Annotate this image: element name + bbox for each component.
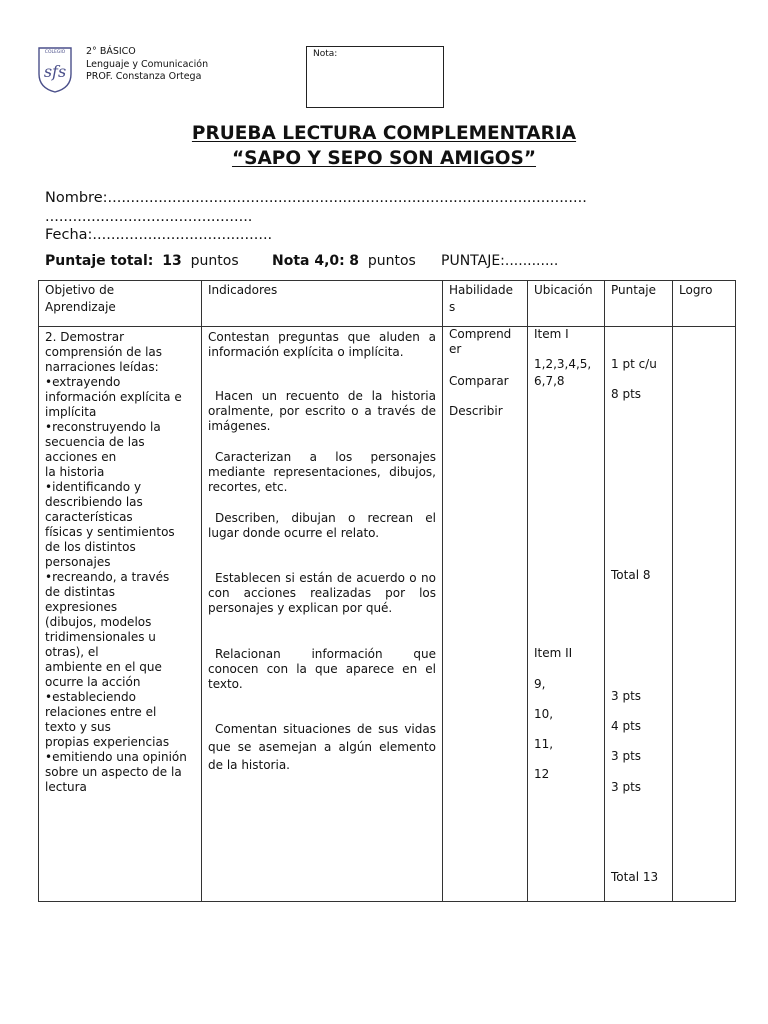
skill-describir: Describir bbox=[449, 404, 503, 418]
indicator-5: Establecen si están de acuerdo o no con acciones realizadas por los personajes y explican por qué. bbox=[208, 571, 436, 615]
points-q9: 3 pts bbox=[611, 689, 642, 703]
points-q12: 3 pts bbox=[611, 780, 642, 794]
book-title: “SAPO Y SEPO SON AMIGOS” bbox=[231, 148, 537, 169]
name-field-continuation[interactable]: ............................................. bbox=[45, 209, 253, 225]
total-score: Puntaje total: 13 puntos bbox=[45, 253, 239, 269]
skill-comprender: Comprend bbox=[449, 327, 512, 341]
school-crest-icon bbox=[36, 44, 74, 94]
indicator-1: Contestan preguntas que aluden a información explícita o implícita. bbox=[208, 330, 436, 359]
skill-comprender-cont: er bbox=[449, 342, 462, 356]
header-logro: Logro bbox=[673, 281, 736, 327]
logro-cell[interactable] bbox=[673, 327, 736, 902]
date-field[interactable]: Fecha:....................................... bbox=[45, 227, 273, 243]
assessment-table bbox=[38, 280, 736, 902]
table-header-row bbox=[39, 281, 736, 327]
item-2-label: Item II bbox=[534, 646, 573, 660]
passing-score: Nota 4,0: 8 puntos bbox=[272, 253, 416, 269]
header-puntaje: Puntaje bbox=[605, 281, 673, 327]
habilidades-cell bbox=[443, 327, 528, 902]
table-row bbox=[39, 327, 736, 902]
indicator-3: Caracterizan a los personajes mediante representaciones, dibujos, recortes, etc. bbox=[208, 450, 436, 494]
points-per-item: 1 pt c/u bbox=[611, 357, 657, 371]
header-info bbox=[86, 46, 208, 84]
header-ubicacion: Ubicación bbox=[528, 281, 605, 327]
item-1-range-cont: 6,7,8 bbox=[534, 374, 565, 388]
question-9: 9, bbox=[534, 677, 546, 691]
teacher-label: PROF. Constanza Ortega bbox=[86, 71, 202, 82]
indicator-6: Relacionan información que conocen con la que aparece en el texto. bbox=[208, 647, 436, 691]
svg-text:sfs: sfs bbox=[43, 62, 67, 81]
question-10: 10, bbox=[534, 707, 554, 721]
objetivo-cell: 2. Demostrar comprensión de las narraciones leídas: •extrayendo información explícita e implícita •reconstruyendo la secuencia de las acciones en la historia •identificando y describiendo las características físicas y sentimientos de los distintos personajes •recreando, a través de distintas expresiones (dibujos, modelos tridimensionales u otras), el ambiente en el que ocurre la acción •estableciendo relaciones entre el texto y sus propias experiencias •emitiendo una opinión sobre un aspecto de la lectura bbox=[39, 327, 202, 902]
grade-box[interactable] bbox=[306, 46, 444, 108]
subject-label: Lenguaje y Comunicación bbox=[86, 58, 209, 70]
name-field[interactable]: Nombre:........................................................................................................ bbox=[45, 190, 587, 206]
grade-box-label: Nota: bbox=[313, 49, 338, 59]
item-1-label: Item I bbox=[534, 327, 569, 341]
points-q10: 4 pts bbox=[611, 719, 642, 733]
school-logo bbox=[36, 44, 74, 94]
item-1-range: 1,2,3,4,5, bbox=[534, 357, 592, 371]
skill-comparar: Comparar bbox=[449, 374, 509, 388]
header-objetivo: Objetivo de Aprendizaje bbox=[39, 281, 202, 327]
points-item-1: 8 pts bbox=[611, 387, 642, 401]
question-12: 12 bbox=[534, 767, 550, 781]
points-q11: 3 pts bbox=[611, 749, 642, 763]
indicator-4: Describen, dibujan o recrean el lugar donde ocurre el relato. bbox=[208, 511, 436, 540]
total-13: Total 13 bbox=[611, 870, 659, 884]
puntaje-cell bbox=[605, 327, 673, 902]
total-8: Total 8 bbox=[611, 568, 651, 582]
ubicacion-cell bbox=[528, 327, 605, 902]
question-11: 11, bbox=[534, 737, 554, 751]
grade-label: 2° BÁSICO bbox=[86, 46, 136, 57]
indicator-7: Comentan situaciones de sus vidas que se asemejan a algún elemento de la historia. bbox=[208, 722, 436, 772]
svg-text:COLEGIO: COLEGIO bbox=[44, 50, 66, 55]
header-habilidades: Habilidade s bbox=[443, 281, 528, 327]
indicadores-cell bbox=[202, 327, 443, 902]
indicator-2: Hacen un recuento de la historia oralmente, por escrito o a través de imágenes. bbox=[208, 389, 436, 433]
score-field[interactable]: PUNTAJE:............ bbox=[441, 253, 559, 269]
page-title: PRUEBA LECTURA COMPLEMENTARIA bbox=[191, 123, 577, 144]
header-indicadores: Indicadores bbox=[202, 281, 443, 327]
